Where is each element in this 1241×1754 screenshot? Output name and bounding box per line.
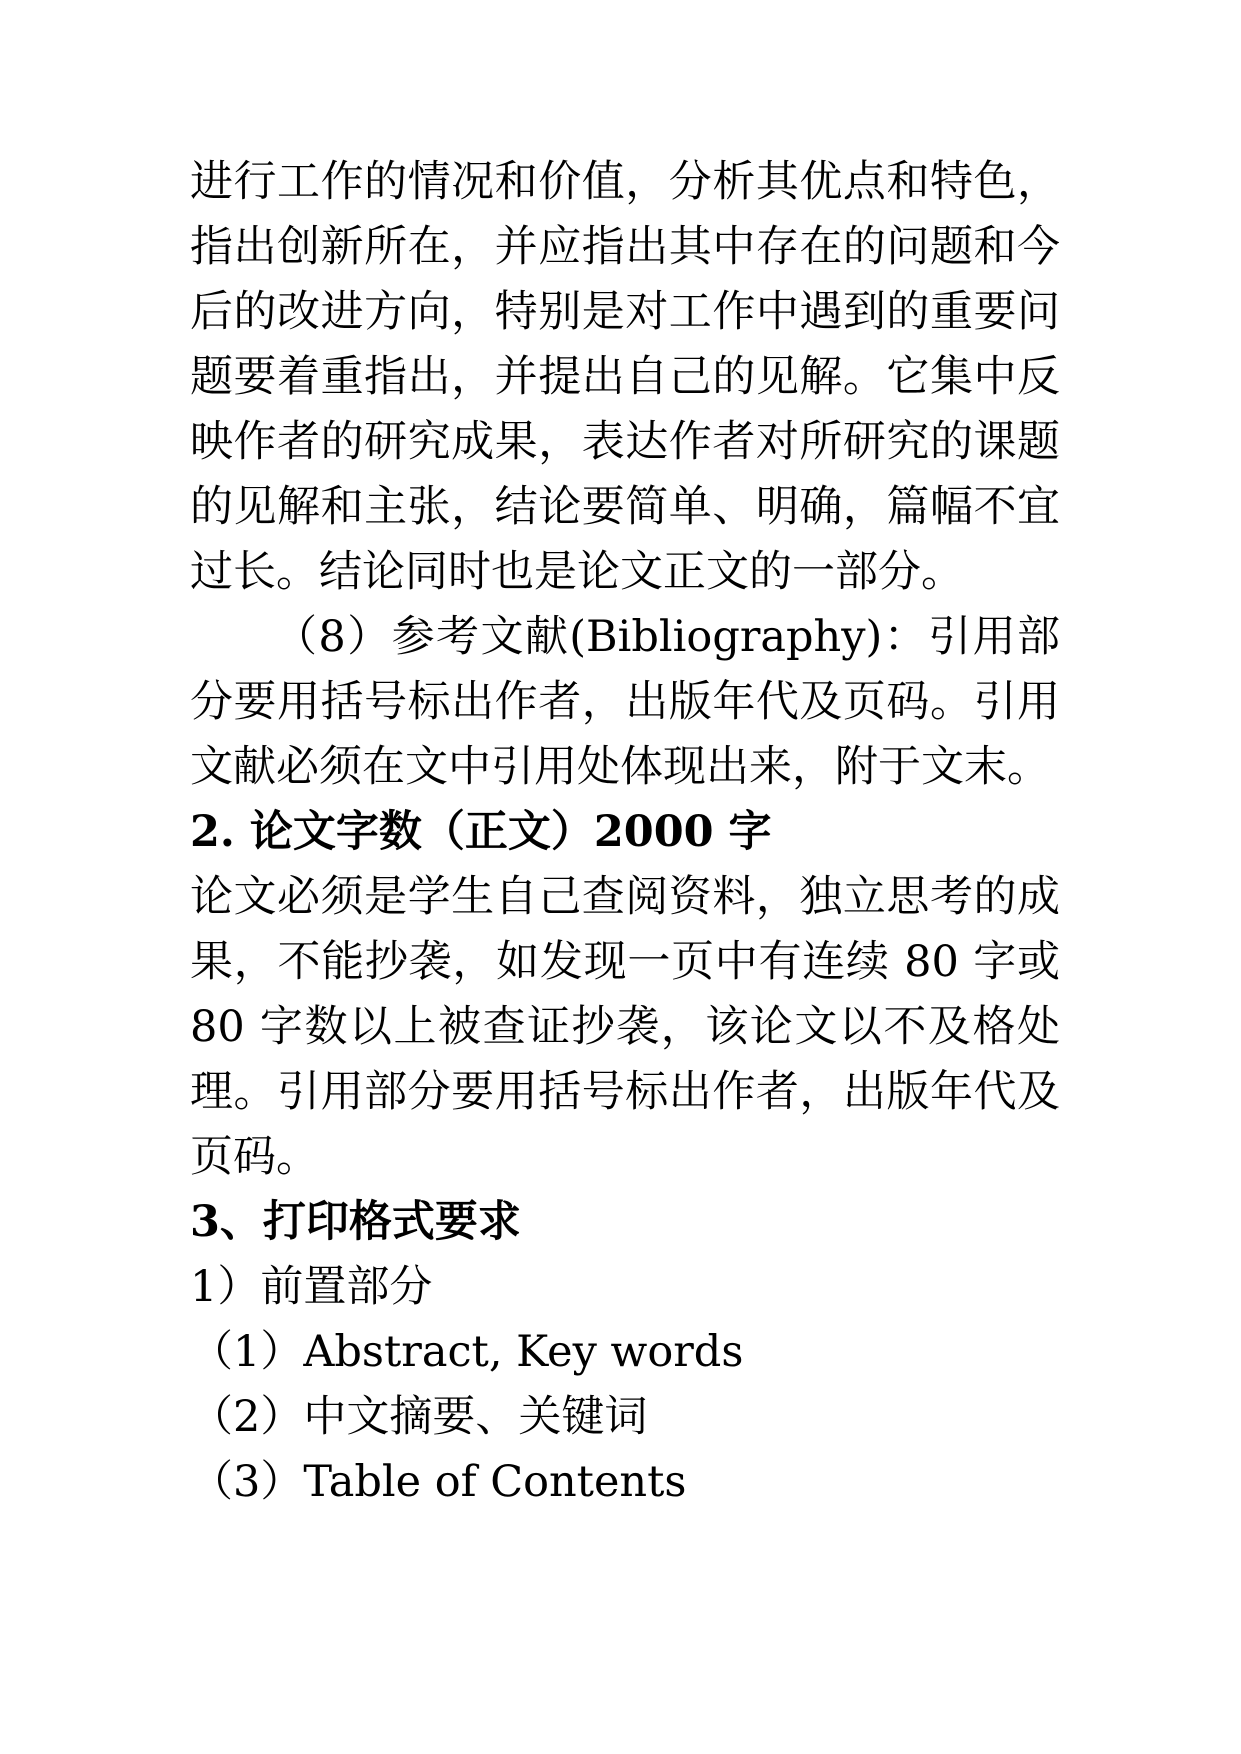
list-item-abstract: （1）Abstract, Key words bbox=[190, 1327, 744, 1377]
list-item-chinese-abstract: （2）中文摘要、关键词 bbox=[190, 1392, 648, 1442]
word-count-paragraph: 论文必须是学生自己查阅资料，独立思考的成果，不能抄袭，如发现一页中有连续 80 字或 80 字数以上被查证抄袭，该论文以不及格处理。引用部分要用括号标出作者，出版年代及页码。 bbox=[190, 872, 1060, 1182]
bibliography-paragraph: （8）参考文献(Bibliography)：引用部分要用括号标出作者，出版年代及页码。引用文献必须在文中引用处体现出来，附于文末。 bbox=[190, 612, 1060, 792]
document-page bbox=[190, 150, 1060, 1515]
print-format-heading: 3、打印格式要求 bbox=[190, 1197, 521, 1247]
list-item-table-of-contents: （3）Table of Contents bbox=[190, 1457, 687, 1507]
conclusion-paragraph: 进行工作的情况和价值，分析其优点和特色，指出创新所在，并应指出其中存在的问题和今后的改进方向，特别是对工作中遇到的重要问题要着重指出，并提出自己的见解。它集中反映作者的研究成果，表达作者对所研究的课题的见解和主张，结论要简单、明确，篇幅不宜过长。结论同时也是论文正文的一部分。 bbox=[190, 157, 1060, 597]
front-matter-subheading: 1）前置部分 bbox=[190, 1262, 433, 1312]
word-count-heading: 2. 论文字数（正文）2000 字 bbox=[190, 807, 772, 857]
